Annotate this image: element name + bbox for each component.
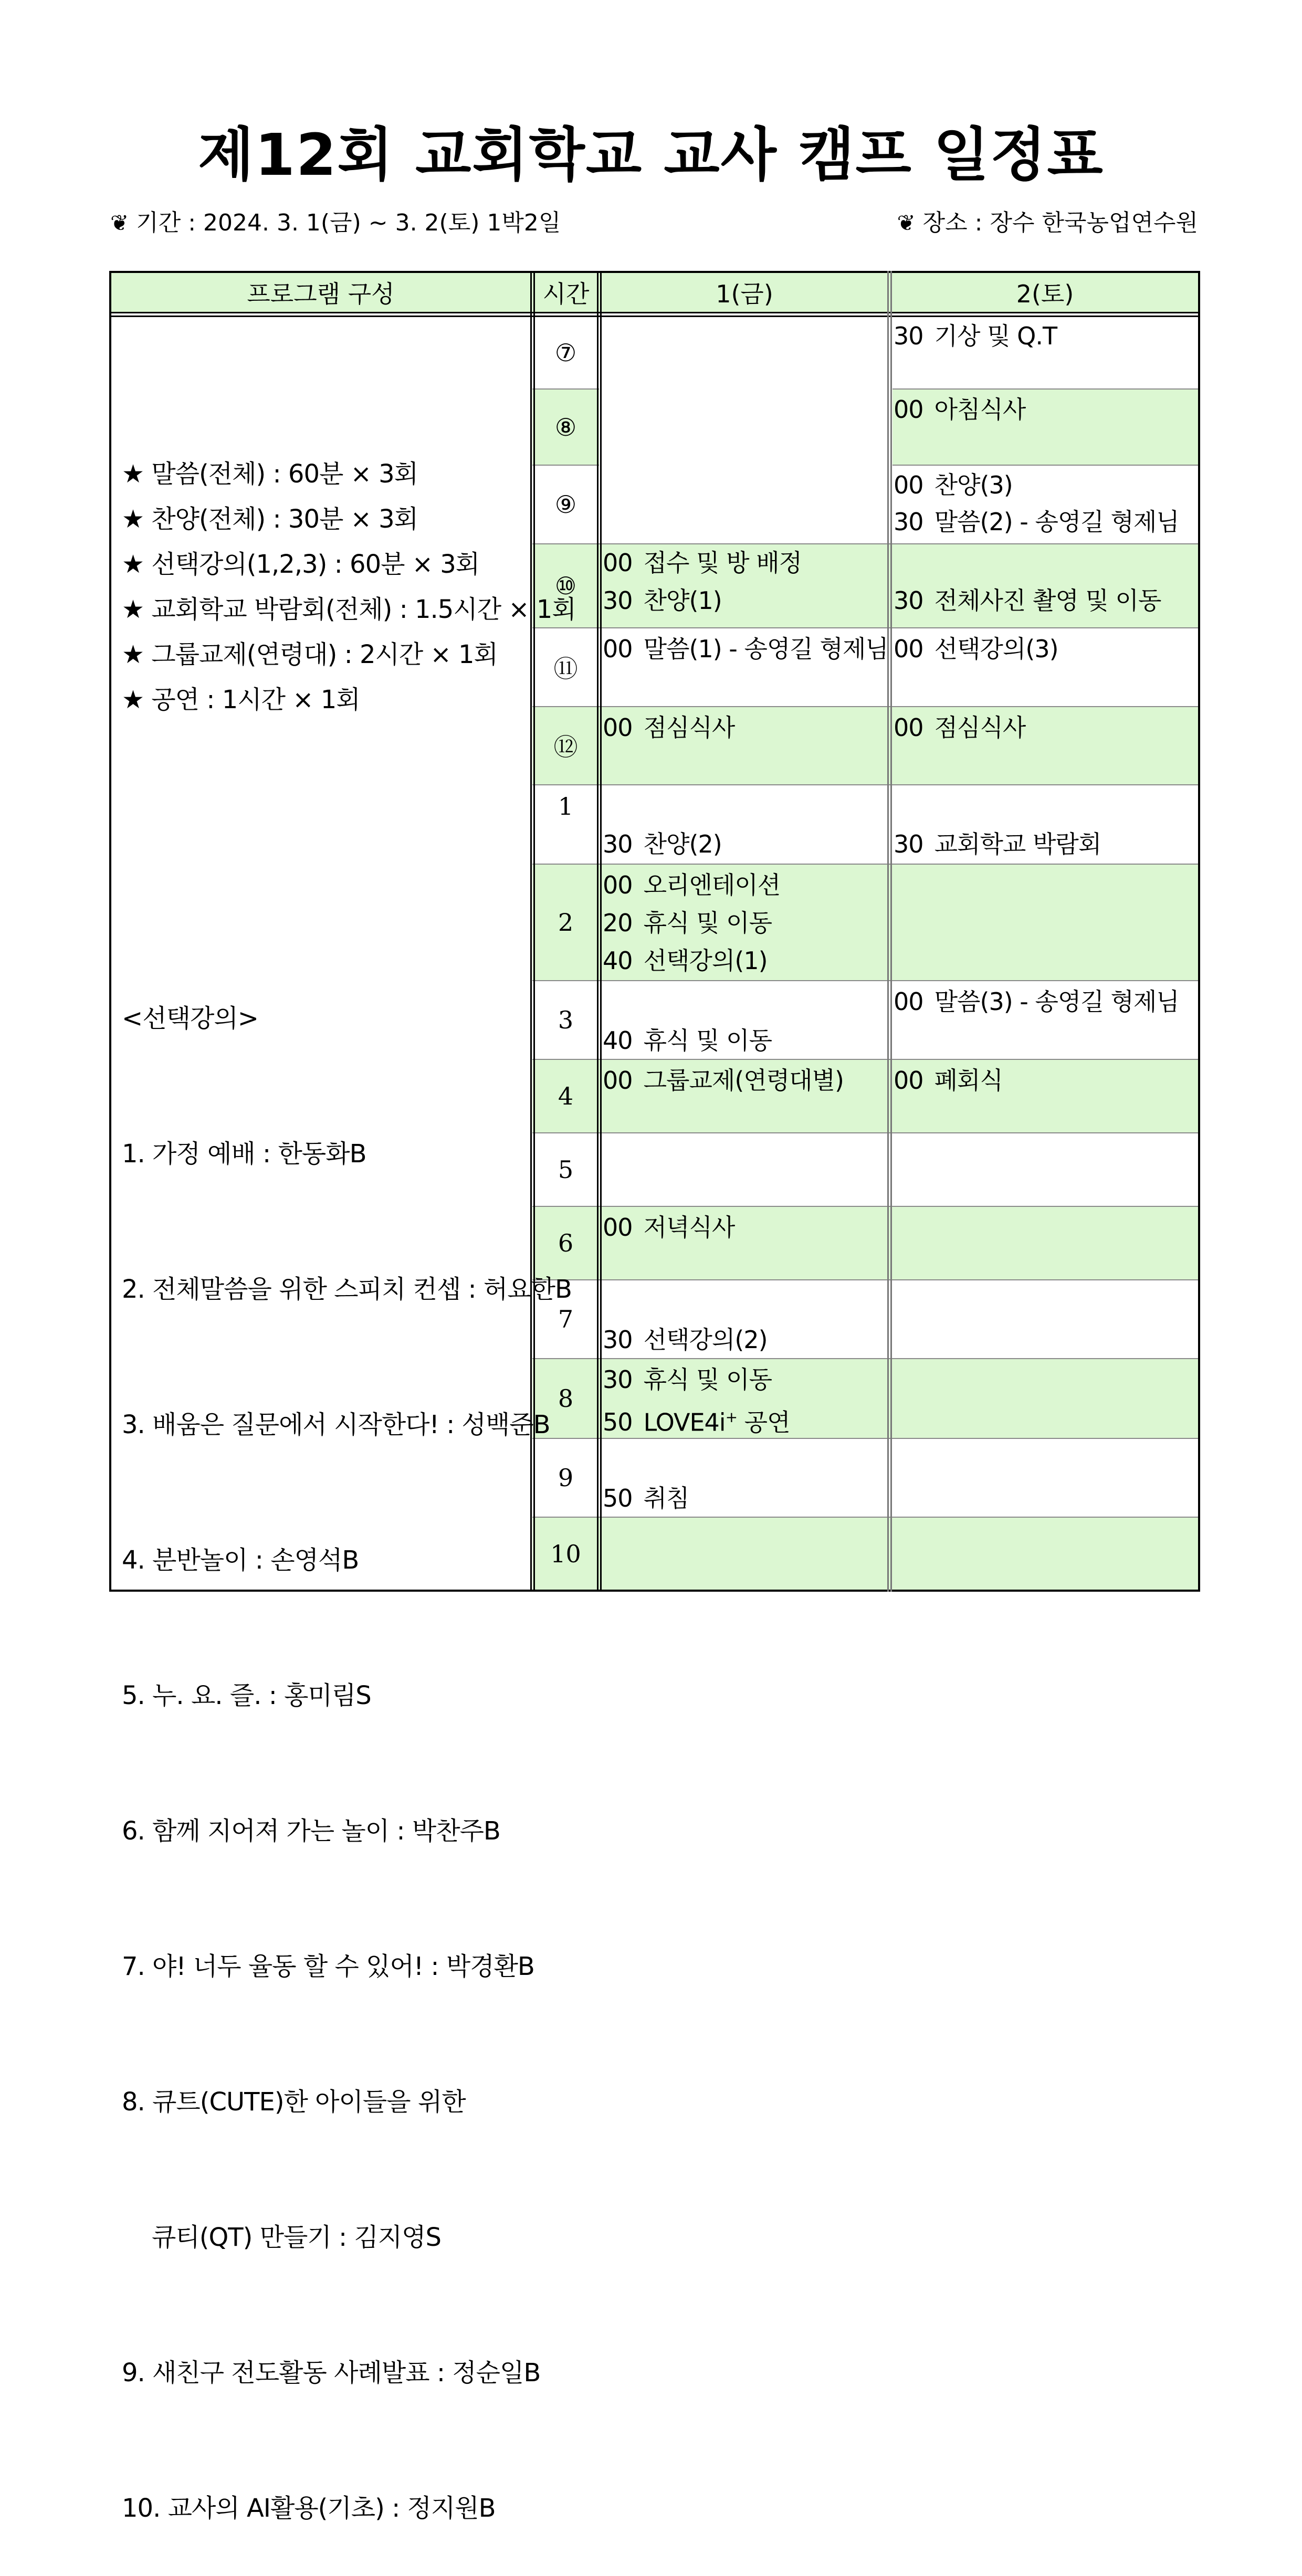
time-cell: 8 xyxy=(558,1384,574,1413)
time-cell: ⑨ xyxy=(554,490,577,519)
header-divider xyxy=(110,312,1199,313)
table-border-left xyxy=(109,271,111,1592)
program-summary xyxy=(122,451,576,722)
time-cell: 9 xyxy=(558,1464,574,1492)
time-cell: 1 xyxy=(558,792,574,821)
day1-entry: 00 그룹교제(연령대별) xyxy=(603,1066,844,1095)
row-divider xyxy=(532,1206,1199,1207)
day2-entry: 30 전체사진 촬영 및 이동 xyxy=(894,586,1161,615)
day1-entry: 00 접수 및 방 배정 xyxy=(603,549,802,577)
time-cell: 2 xyxy=(558,908,574,937)
day1-entry: 50 LOVE4i+ 공연 xyxy=(603,1408,790,1437)
lecture-item: 9. 새친구 전도활동 사례발표 : 정순일B xyxy=(122,2358,541,2388)
day1-entry: 00 저녁식사 xyxy=(603,1213,735,1242)
header-program: 프로그램 구성 xyxy=(247,280,395,308)
time-cell: ⑩ xyxy=(554,572,577,600)
row-divider xyxy=(532,706,1199,707)
lecture-item: 1. 가정 예배 : 한동화B xyxy=(122,1139,366,1169)
day2-entry: 30 기상 및 Q.T xyxy=(894,322,1057,350)
time-cell: 7 xyxy=(558,1305,574,1333)
time-cell: ⑫ xyxy=(553,733,578,761)
flower-mark-icon: ❦ xyxy=(897,210,916,236)
day2-entry: 00 말씀(3) - 송영길 형제님 xyxy=(894,987,1179,1016)
row-divider xyxy=(892,388,1199,390)
row-divider xyxy=(892,465,1199,466)
lecture-item: 4. 분반놀이 : 손영석B xyxy=(122,1545,359,1575)
location-text: 장소 : 장수 한국농업연수원 xyxy=(922,209,1198,236)
day1-entry: 30 휴식 및 이동 xyxy=(603,1365,772,1394)
time-cell: ⑧ xyxy=(554,413,577,441)
day1-entry: 00 오리엔테이션 xyxy=(603,871,781,899)
row-divider xyxy=(532,627,1199,628)
row-divider xyxy=(532,1279,1199,1280)
summary-line: ★ 선택강의(1,2,3) : 60분 × 3회 xyxy=(122,550,480,579)
column-divider xyxy=(890,271,892,1592)
summary-line: ★ 공연 : 1시간 × 1회 xyxy=(122,685,360,714)
summary-line: ★ 말씀(전체) : 60분 × 3회 xyxy=(122,459,418,489)
day2-entry: 30 말씀(2) - 송영길 형제님 xyxy=(894,508,1179,536)
time-cell: 6 xyxy=(558,1229,574,1257)
time-cell: ⑪ xyxy=(553,655,578,683)
summary-line: ★ 교회학교 박람회(전체) : 1.5시간 × 1회 xyxy=(122,595,576,624)
day1-entry: 00 점심식사 xyxy=(603,713,735,742)
day1-entry: 30 찬양(2) xyxy=(603,830,722,858)
lecture-item: 큐티(QT) 만들기 : 김지영S xyxy=(122,2223,441,2252)
column-divider xyxy=(600,271,602,1592)
header-day1: 1(금) xyxy=(716,280,773,308)
day2-entry: 00 폐회식 xyxy=(894,1066,1003,1095)
lecture-heading: <선택강의> xyxy=(122,1004,258,1033)
row-divider xyxy=(532,864,1199,865)
time-cell: 5 xyxy=(558,1155,574,1184)
day1-entry: 30 찬양(1) xyxy=(603,586,722,615)
day2-entry: 00 선택강의(3) xyxy=(894,635,1058,663)
lecture-item: 10. 교사의 AI활용(기초) : 정지원B xyxy=(122,2494,496,2523)
time-cell: ⑦ xyxy=(554,339,577,367)
lecture-item: 2. 전체말씀을 위한 스피치 컨셉 : 허요한B xyxy=(122,1275,572,1304)
row-divider xyxy=(532,980,1199,981)
period-text: 기간 : 2024. 3. 1(금) ~ 3. 2(토) 1박2일 xyxy=(136,209,561,236)
lecture-item: 7. 야! 너두 율동 할 수 있어! : 박경환B xyxy=(122,1952,534,1981)
time-cell: 10 xyxy=(550,1540,581,1568)
day1-entry: 00 말씀(1) - 송영길 형제님 xyxy=(603,635,888,663)
day2-entry: 30 교회학교 박람회 xyxy=(894,830,1101,858)
flower-mark-icon: ❦ xyxy=(110,210,129,236)
time-cell: 4 xyxy=(558,1082,574,1110)
summary-line: ★ 찬양(전체) : 30분 × 3회 xyxy=(122,504,418,534)
lecture-list xyxy=(122,906,572,2576)
day2-entry: 00 점심식사 xyxy=(894,713,1026,742)
lecture-item: 3. 배움은 질문에서 시작한다! : 성백준B xyxy=(122,1410,550,1439)
day2-entry: 00 찬양(3) xyxy=(894,471,1013,499)
day1-entry: 40 휴식 및 이동 xyxy=(603,1026,772,1055)
lecture-item: 8. 큐트(CUTE)한 아이들을 위한 xyxy=(122,2087,466,2117)
column-divider xyxy=(887,271,889,1592)
header-time: 시간 xyxy=(542,280,590,308)
day1-entry: 20 휴식 및 이동 xyxy=(603,909,772,937)
day1-entry: 40 선택강의(1) xyxy=(603,947,768,975)
header-day2: 2(토) xyxy=(1016,280,1074,308)
table-border-right xyxy=(1198,271,1200,1592)
page-title: 제12회 교회학교 교사 캠프 일정표 xyxy=(198,121,1104,188)
lecture-item: 6. 함께 지어져 가는 놀이 : 박찬주B xyxy=(122,1816,500,1846)
summary-line: ★ 그룹교제(연령대) : 2시간 × 1회 xyxy=(122,640,498,669)
day1-entry: 30 선택강의(2) xyxy=(603,1326,768,1354)
row-divider xyxy=(532,784,1199,785)
day2-entry: 00 아침식사 xyxy=(894,395,1026,424)
row-divider xyxy=(532,1132,1199,1133)
day1-entry: 50 취침 xyxy=(603,1484,689,1512)
lecture-item: 5. 누. 요. 즐. : 홍미림S xyxy=(122,1681,371,1710)
time-cell: 3 xyxy=(558,1006,574,1034)
row-bg xyxy=(532,1517,1199,1591)
